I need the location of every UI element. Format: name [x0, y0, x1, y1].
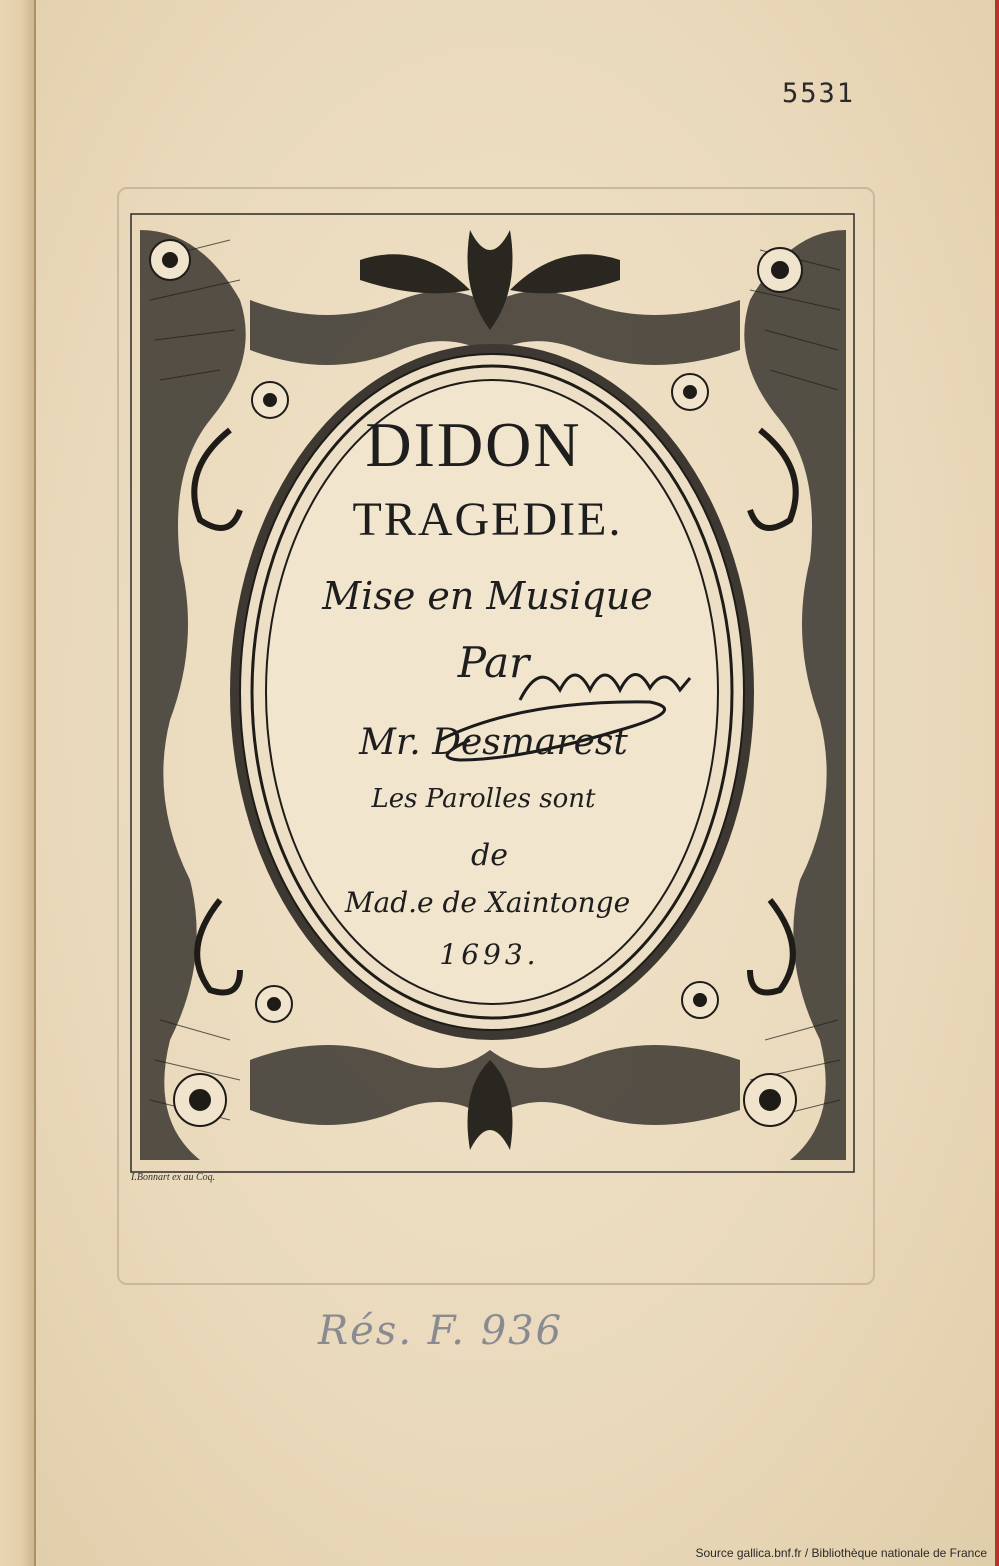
library-call-number: Rés. F. 936 — [318, 1308, 564, 1354]
title-parolles: Les Parolles sont — [371, 784, 596, 814]
title-year: 1693. — [439, 938, 540, 971]
source-attribution: Source gallica.bnf.fr / Bibliothèque nationale de France — [695, 1546, 987, 1560]
shelfmark-number: 5531 — [782, 78, 856, 109]
title-didon: DIDON — [365, 409, 582, 480]
engraver-credit: I.Bonnart ex au Coq. — [131, 1172, 216, 1183]
title-mise-en-musique: Mise en Musique — [322, 574, 653, 618]
title-composer: Mr. Desmarest — [359, 722, 628, 763]
title-librettist: Mad.e de Xaintonge — [344, 886, 631, 919]
title-tragedie: TRAGEDIE. — [352, 493, 623, 546]
title-de: de — [471, 838, 508, 873]
title-par: Par — [457, 638, 530, 687]
